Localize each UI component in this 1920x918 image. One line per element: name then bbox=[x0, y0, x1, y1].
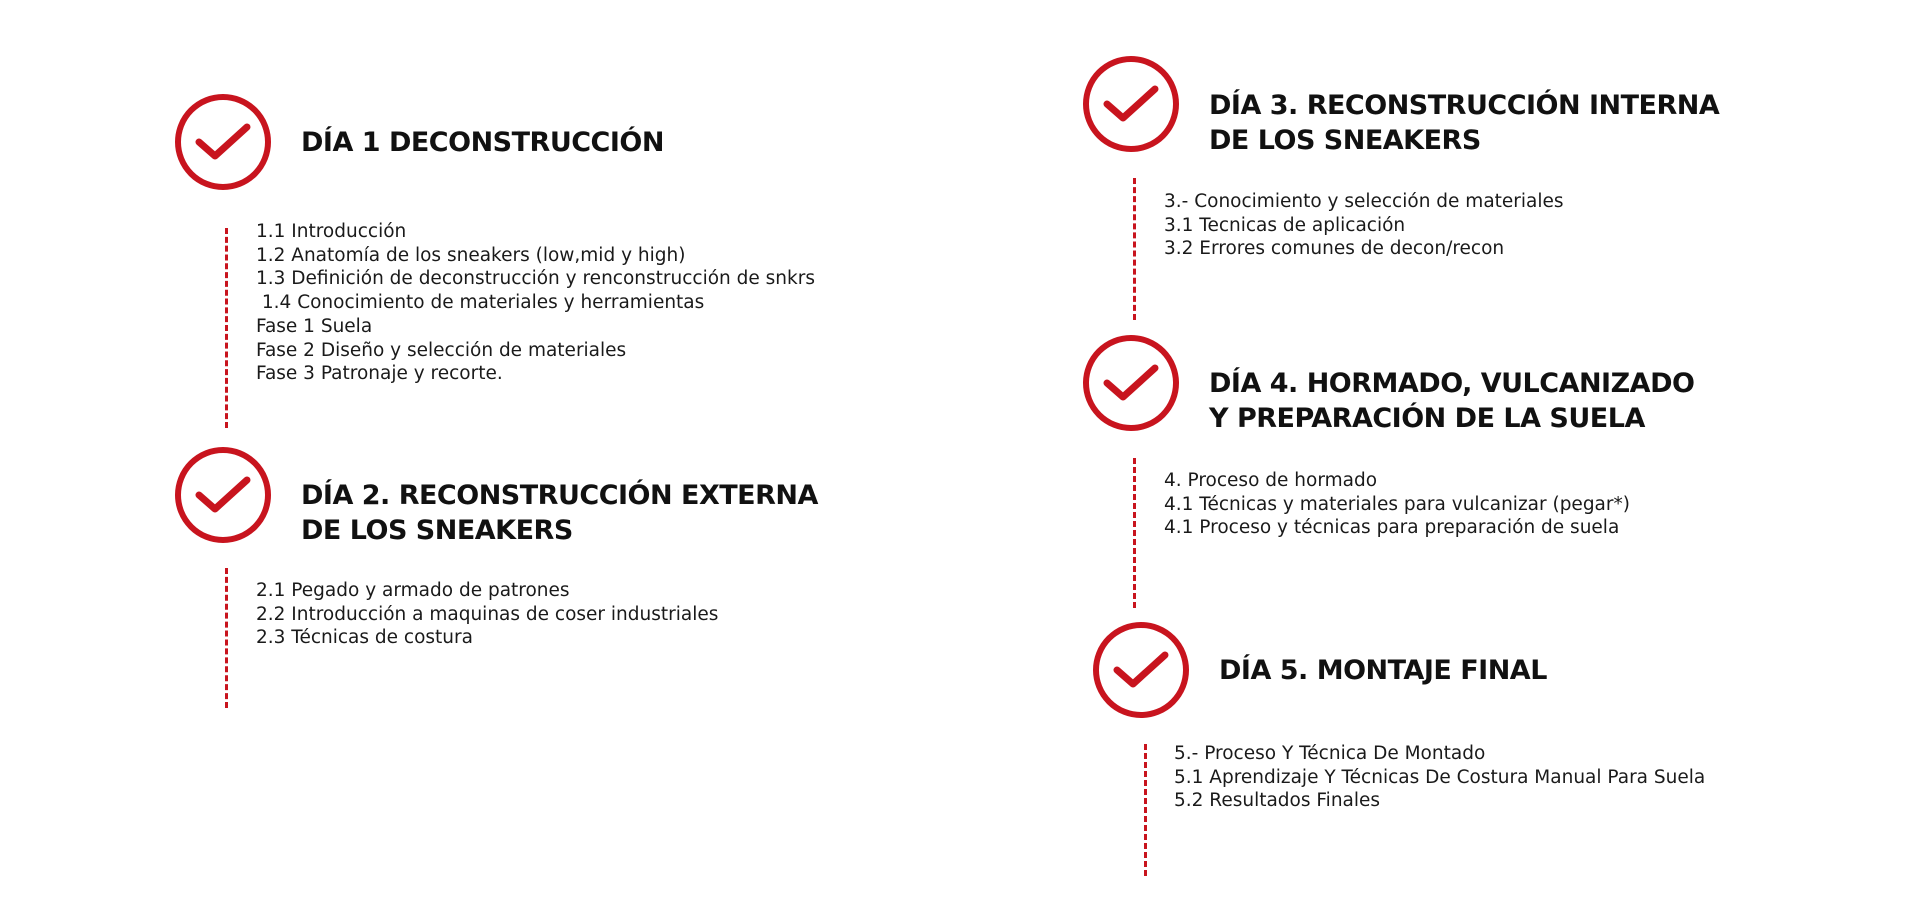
day-3-connector bbox=[1133, 178, 1136, 320]
checkmark-icon bbox=[195, 475, 251, 515]
list-item: 1.1 Introducción bbox=[256, 221, 407, 242]
day-1-title bbox=[301, 125, 664, 160]
day-3-topics bbox=[1164, 190, 1724, 261]
day-4-title-line1: DÍA 4. HORMADO, VULCANIZADO bbox=[1209, 368, 1695, 399]
day-2-connector bbox=[225, 568, 228, 708]
day-1-topics bbox=[256, 220, 816, 386]
day-5-connector bbox=[1144, 744, 1147, 876]
day-4-title-line2: Y PREPARACIÓN DE LA SUELA bbox=[1209, 403, 1645, 434]
list-item: 3.- Conocimiento y selección de materiales bbox=[1164, 191, 1564, 212]
day-4-connector bbox=[1133, 458, 1136, 608]
list-item: 2.3 Técnicas de costura bbox=[256, 627, 473, 649]
check-circle-icon bbox=[1083, 56, 1179, 152]
list-item: 2.2 Introducción a maquinas de coser industriales bbox=[256, 603, 719, 625]
list-item: 4.1 Proceso y técnicas para preparación de suela bbox=[1164, 517, 1620, 539]
checkmark-icon bbox=[1103, 84, 1159, 124]
list-item: 2.1 Pegado y armado de patrones bbox=[256, 580, 570, 601]
list-item: 3.2 Errores comunes de decon/recon bbox=[1164, 238, 1505, 260]
day-5-topics bbox=[1174, 742, 1774, 813]
list-item: Fase 1 Suela bbox=[256, 315, 373, 337]
day-3-title-line2: DE LOS SNEAKERS bbox=[1209, 125, 1481, 156]
list-item: Fase 3 Patronaje y recorte. bbox=[256, 363, 503, 385]
day-3-title-line1: DÍA 3. RECONSTRUCCIÓN INTERNA bbox=[1209, 90, 1720, 121]
list-item: 1.4 Conocimiento de materiales y herramientas bbox=[256, 292, 705, 314]
day-2-title bbox=[301, 478, 818, 548]
day-1-connector bbox=[225, 228, 228, 428]
check-circle-icon bbox=[1083, 335, 1179, 431]
day-2-topics bbox=[256, 579, 856, 650]
day-1-title-line1: DÍA 1 DECONSTRUCCIÓN bbox=[301, 127, 664, 158]
list-item: 5.- Proceso Y Técnica De Montado bbox=[1174, 743, 1486, 764]
list-item: 5.1 Aprendizaje Y Técnicas De Costura Manual Para Suela bbox=[1174, 766, 1706, 788]
list-item: 1.2 Anatomía de los sneakers (low,mid y high) bbox=[256, 244, 686, 266]
list-item: 1.3 Definición de deconstrucción y renconstrucción de snkrs bbox=[256, 268, 815, 290]
checkmark-icon bbox=[1113, 650, 1169, 690]
day-5-title-line1: DÍA 5. MONTAJE FINAL bbox=[1219, 655, 1547, 686]
list-item: 4. Proceso de hormado bbox=[1164, 470, 1378, 491]
list-item: 3.1 Tecnicas de aplicación bbox=[1164, 214, 1406, 236]
check-circle-icon bbox=[175, 94, 271, 190]
list-item: Fase 2 Diseño y selección de materiales bbox=[256, 339, 627, 361]
day-4-title bbox=[1209, 366, 1694, 436]
check-circle-icon bbox=[175, 447, 271, 543]
list-item: 4.1 Técnicas y materiales para vulcanizar (pegar*) bbox=[1164, 493, 1630, 515]
check-circle-icon bbox=[1093, 622, 1189, 718]
day-4-topics bbox=[1164, 469, 1724, 540]
day-5-title bbox=[1219, 653, 1547, 688]
checkmark-icon bbox=[1103, 363, 1159, 403]
day-2-title-line2: DE LOS SNEAKERS bbox=[301, 515, 573, 546]
day-3-title bbox=[1209, 88, 1719, 158]
checkmark-icon bbox=[195, 122, 251, 162]
list-item: 5.2 Resultados Finales bbox=[1174, 790, 1381, 812]
day-2-title-line1: DÍA 2. RECONSTRUCCIÓN EXTERNA bbox=[301, 480, 818, 511]
